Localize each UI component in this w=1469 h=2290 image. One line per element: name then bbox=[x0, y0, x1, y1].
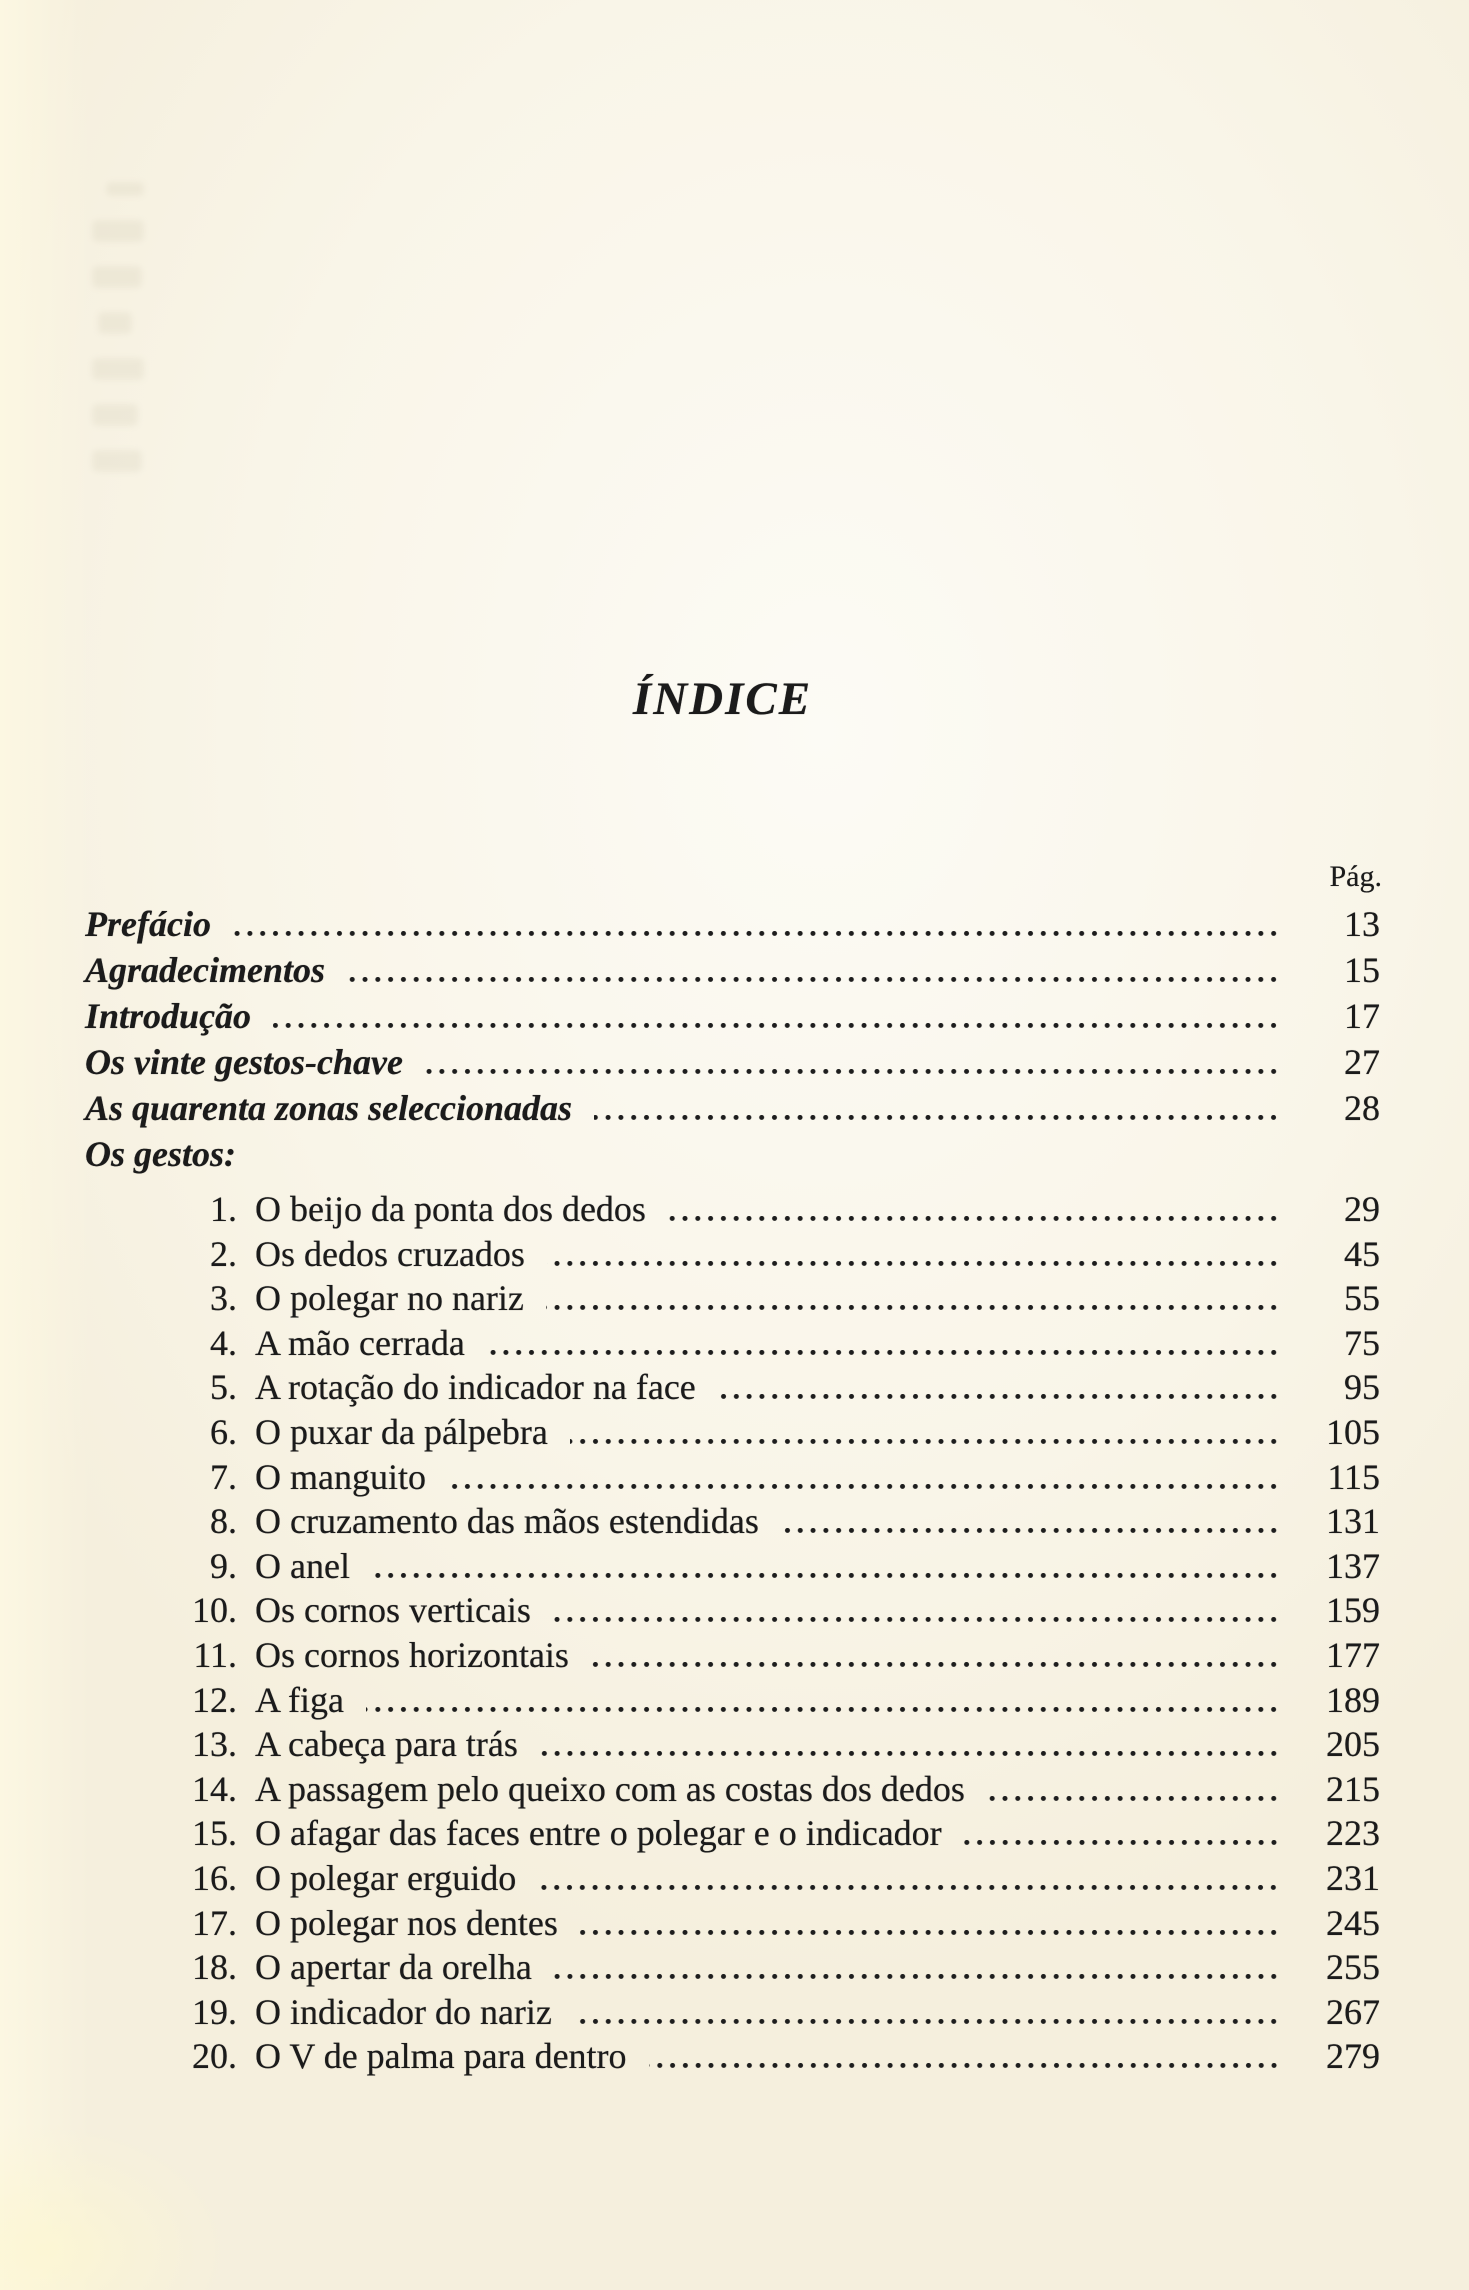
toc-entry-label: O indicador do nariz bbox=[255, 1991, 552, 2032]
toc-entry-number: 20. bbox=[192, 2036, 237, 2077]
toc-entry-label: O cruzamento das mãos estendidas bbox=[255, 1501, 759, 1542]
toc-page-number: 267 bbox=[1326, 1991, 1380, 2032]
dot-leader bbox=[718, 1394, 1280, 1399]
toc-entry-label: O polegar nos dentes bbox=[255, 1902, 558, 1943]
toc-entry-label: A cabeça para trás bbox=[255, 1724, 518, 1765]
toc-entry-label: Introdução bbox=[85, 996, 252, 1036]
reverse-page-bleedthrough bbox=[92, 182, 152, 496]
toc-row bbox=[85, 1132, 1380, 1178]
toc-entry-number: 10. bbox=[192, 1590, 237, 1631]
toc-row bbox=[85, 1945, 1380, 1990]
toc-row bbox=[85, 2034, 1380, 2079]
toc-entry-number: 19. bbox=[192, 1991, 237, 2032]
dot-leader bbox=[547, 1261, 1280, 1266]
dot-leader bbox=[366, 1707, 1280, 1712]
dot-leader bbox=[425, 1069, 1280, 1074]
toc-entry-label: O afagar das faces entre o polegar e o indicador bbox=[255, 1813, 942, 1854]
toc-row bbox=[85, 1767, 1380, 1812]
toc-row bbox=[85, 1811, 1380, 1856]
toc-entry-number: 15. bbox=[192, 1813, 237, 1854]
toc-row bbox=[85, 1678, 1380, 1723]
dot-leader bbox=[554, 1974, 1280, 1979]
toc-entry-number: 6. bbox=[210, 1411, 237, 1452]
toc-entry-number: 13. bbox=[192, 1724, 237, 1765]
dot-leader bbox=[570, 1439, 1280, 1444]
toc-row bbox=[85, 1856, 1380, 1901]
toc-page-number: 28 bbox=[1344, 1088, 1380, 1128]
dot-leader bbox=[233, 931, 1280, 936]
toc-row bbox=[85, 1901, 1380, 1946]
toc-entry-label: Os vinte gestos-chave bbox=[85, 1042, 403, 1082]
toc-entry-number: 14. bbox=[192, 1768, 237, 1809]
toc-page-number: 131 bbox=[1326, 1501, 1380, 1542]
toc-row bbox=[85, 902, 1380, 948]
toc-page-number: 279 bbox=[1326, 2036, 1380, 2077]
toc-page-number: 159 bbox=[1326, 1590, 1380, 1631]
toc-entry-label: O anel bbox=[255, 1545, 350, 1586]
toc-page-number: 15 bbox=[1344, 950, 1380, 990]
toc-page-number: 205 bbox=[1326, 1724, 1380, 1765]
toc-row bbox=[85, 1499, 1380, 1544]
toc-row bbox=[85, 948, 1380, 994]
toc-row bbox=[85, 1722, 1380, 1767]
dot-leader bbox=[347, 977, 1280, 982]
toc-entry-label: Os cornos verticais bbox=[255, 1590, 531, 1631]
dot-leader bbox=[487, 1350, 1280, 1355]
toc-page-number: 115 bbox=[1327, 1456, 1380, 1497]
toc-entry-label: O polegar erguido bbox=[255, 1857, 517, 1898]
toc-page-number: 17 bbox=[1344, 996, 1380, 1036]
toc-entry-label: O V de palma para dentro bbox=[255, 2036, 627, 2077]
toc-row bbox=[85, 1321, 1380, 1366]
toc-entry-label: Os cornos horizontais bbox=[255, 1634, 569, 1675]
toc-page-number: 255 bbox=[1326, 1947, 1380, 1988]
toc-entry-label: O puxar da pálpebra bbox=[255, 1411, 548, 1452]
toc-entry-number: 8. bbox=[210, 1501, 237, 1542]
toc-page-number: 189 bbox=[1326, 1679, 1380, 1720]
toc-entry-label: As quarenta zonas seleccionadas bbox=[85, 1088, 573, 1128]
dot-leader bbox=[591, 1662, 1280, 1667]
toc-entry-label: A passagem pelo queixo com as costas dos dedos bbox=[255, 1768, 965, 1809]
front-matter-list bbox=[85, 902, 1380, 1178]
toc-entry-number: 1. bbox=[210, 1189, 237, 1229]
toc-row bbox=[85, 994, 1380, 1040]
toc-row bbox=[85, 1455, 1380, 1500]
toc-entry-number: 4. bbox=[210, 1322, 237, 1363]
dot-leader bbox=[553, 1617, 1280, 1622]
toc-page-number: 231 bbox=[1326, 1857, 1380, 1898]
dot-leader bbox=[580, 1930, 1280, 1935]
toc-entry-label: O beijo da ponta dos dedos bbox=[255, 1189, 646, 1229]
toc-entry-label: O manguito bbox=[255, 1456, 426, 1497]
page-column-header: Pág. bbox=[1329, 860, 1382, 893]
toc-row bbox=[85, 1040, 1380, 1086]
dot-leader bbox=[372, 1573, 1280, 1578]
toc-row bbox=[85, 1187, 1380, 1232]
toc-row bbox=[85, 1410, 1380, 1455]
toc-entry-number: 16. bbox=[192, 1857, 237, 1898]
toc-row bbox=[85, 1365, 1380, 1410]
dot-leader bbox=[538, 1885, 1280, 1890]
toc-row bbox=[85, 1544, 1380, 1589]
toc-entry-number: 2. bbox=[210, 1233, 237, 1274]
toc-page-number: 55 bbox=[1344, 1278, 1380, 1319]
toc-entry-number: 3. bbox=[210, 1278, 237, 1319]
toc-page-number: 137 bbox=[1326, 1545, 1380, 1586]
toc-page-number: 215 bbox=[1326, 1768, 1380, 1809]
toc-entry-label: Prefácio bbox=[85, 904, 211, 944]
toc-row bbox=[85, 1086, 1380, 1132]
toc-entry-number: 7. bbox=[210, 1456, 237, 1497]
toc-entry-number: 17. bbox=[192, 1902, 237, 1943]
table-of-contents bbox=[85, 902, 1380, 2079]
dot-leader bbox=[546, 1305, 1280, 1310]
page-title: ÍNDICE bbox=[632, 673, 813, 725]
gesture-chapter-list bbox=[85, 1187, 1380, 2079]
toc-entry-label: A rotação do indicador na face bbox=[255, 1367, 696, 1408]
toc-entry-number: 11. bbox=[193, 1634, 237, 1675]
toc-row bbox=[85, 1232, 1380, 1277]
toc-entry-number: 5. bbox=[210, 1367, 237, 1408]
dot-leader bbox=[649, 2063, 1280, 2068]
toc-entry-label: O polegar no nariz bbox=[255, 1278, 524, 1319]
toc-row bbox=[85, 1588, 1380, 1633]
toc-page-number: 223 bbox=[1326, 1813, 1380, 1854]
toc-entry-number: 9. bbox=[210, 1545, 237, 1586]
toc-page-number: 75 bbox=[1344, 1322, 1380, 1363]
toc-page-number: 95 bbox=[1344, 1367, 1380, 1408]
toc-entry-label: O apertar da orelha bbox=[255, 1947, 532, 1988]
toc-page-number: 27 bbox=[1344, 1042, 1380, 1082]
toc-entry-label: A figa bbox=[255, 1679, 344, 1720]
toc-row bbox=[85, 1990, 1380, 2035]
toc-page-number: 45 bbox=[1344, 1233, 1380, 1274]
dot-leader bbox=[987, 1796, 1280, 1801]
toc-row bbox=[85, 1276, 1380, 1321]
toc-page-number: 245 bbox=[1326, 1902, 1380, 1943]
toc-entry-label: A mão cerrada bbox=[255, 1322, 465, 1363]
dot-leader bbox=[964, 1840, 1280, 1845]
toc-page-number: 177 bbox=[1326, 1634, 1380, 1675]
toc-entry-number: 18. bbox=[192, 1947, 237, 1988]
dot-leader bbox=[668, 1216, 1280, 1221]
dot-leader bbox=[574, 2019, 1280, 2024]
toc-entry-label: Os dedos cruzados bbox=[255, 1233, 525, 1274]
toc-row bbox=[85, 1633, 1380, 1678]
dot-leader bbox=[273, 1023, 1280, 1028]
toc-page-number: 13 bbox=[1344, 904, 1380, 944]
toc-entry-label: Agradecimentos bbox=[85, 950, 325, 990]
dot-leader bbox=[781, 1528, 1280, 1533]
toc-page-number: 105 bbox=[1326, 1411, 1380, 1452]
dot-leader bbox=[540, 1751, 1280, 1756]
toc-page-number: 29 bbox=[1344, 1189, 1380, 1229]
toc-entry-label: Os gestos: bbox=[85, 1134, 236, 1174]
dot-leader bbox=[594, 1115, 1280, 1120]
toc-entry-number: 12. bbox=[192, 1679, 237, 1720]
dot-leader bbox=[448, 1484, 1280, 1489]
